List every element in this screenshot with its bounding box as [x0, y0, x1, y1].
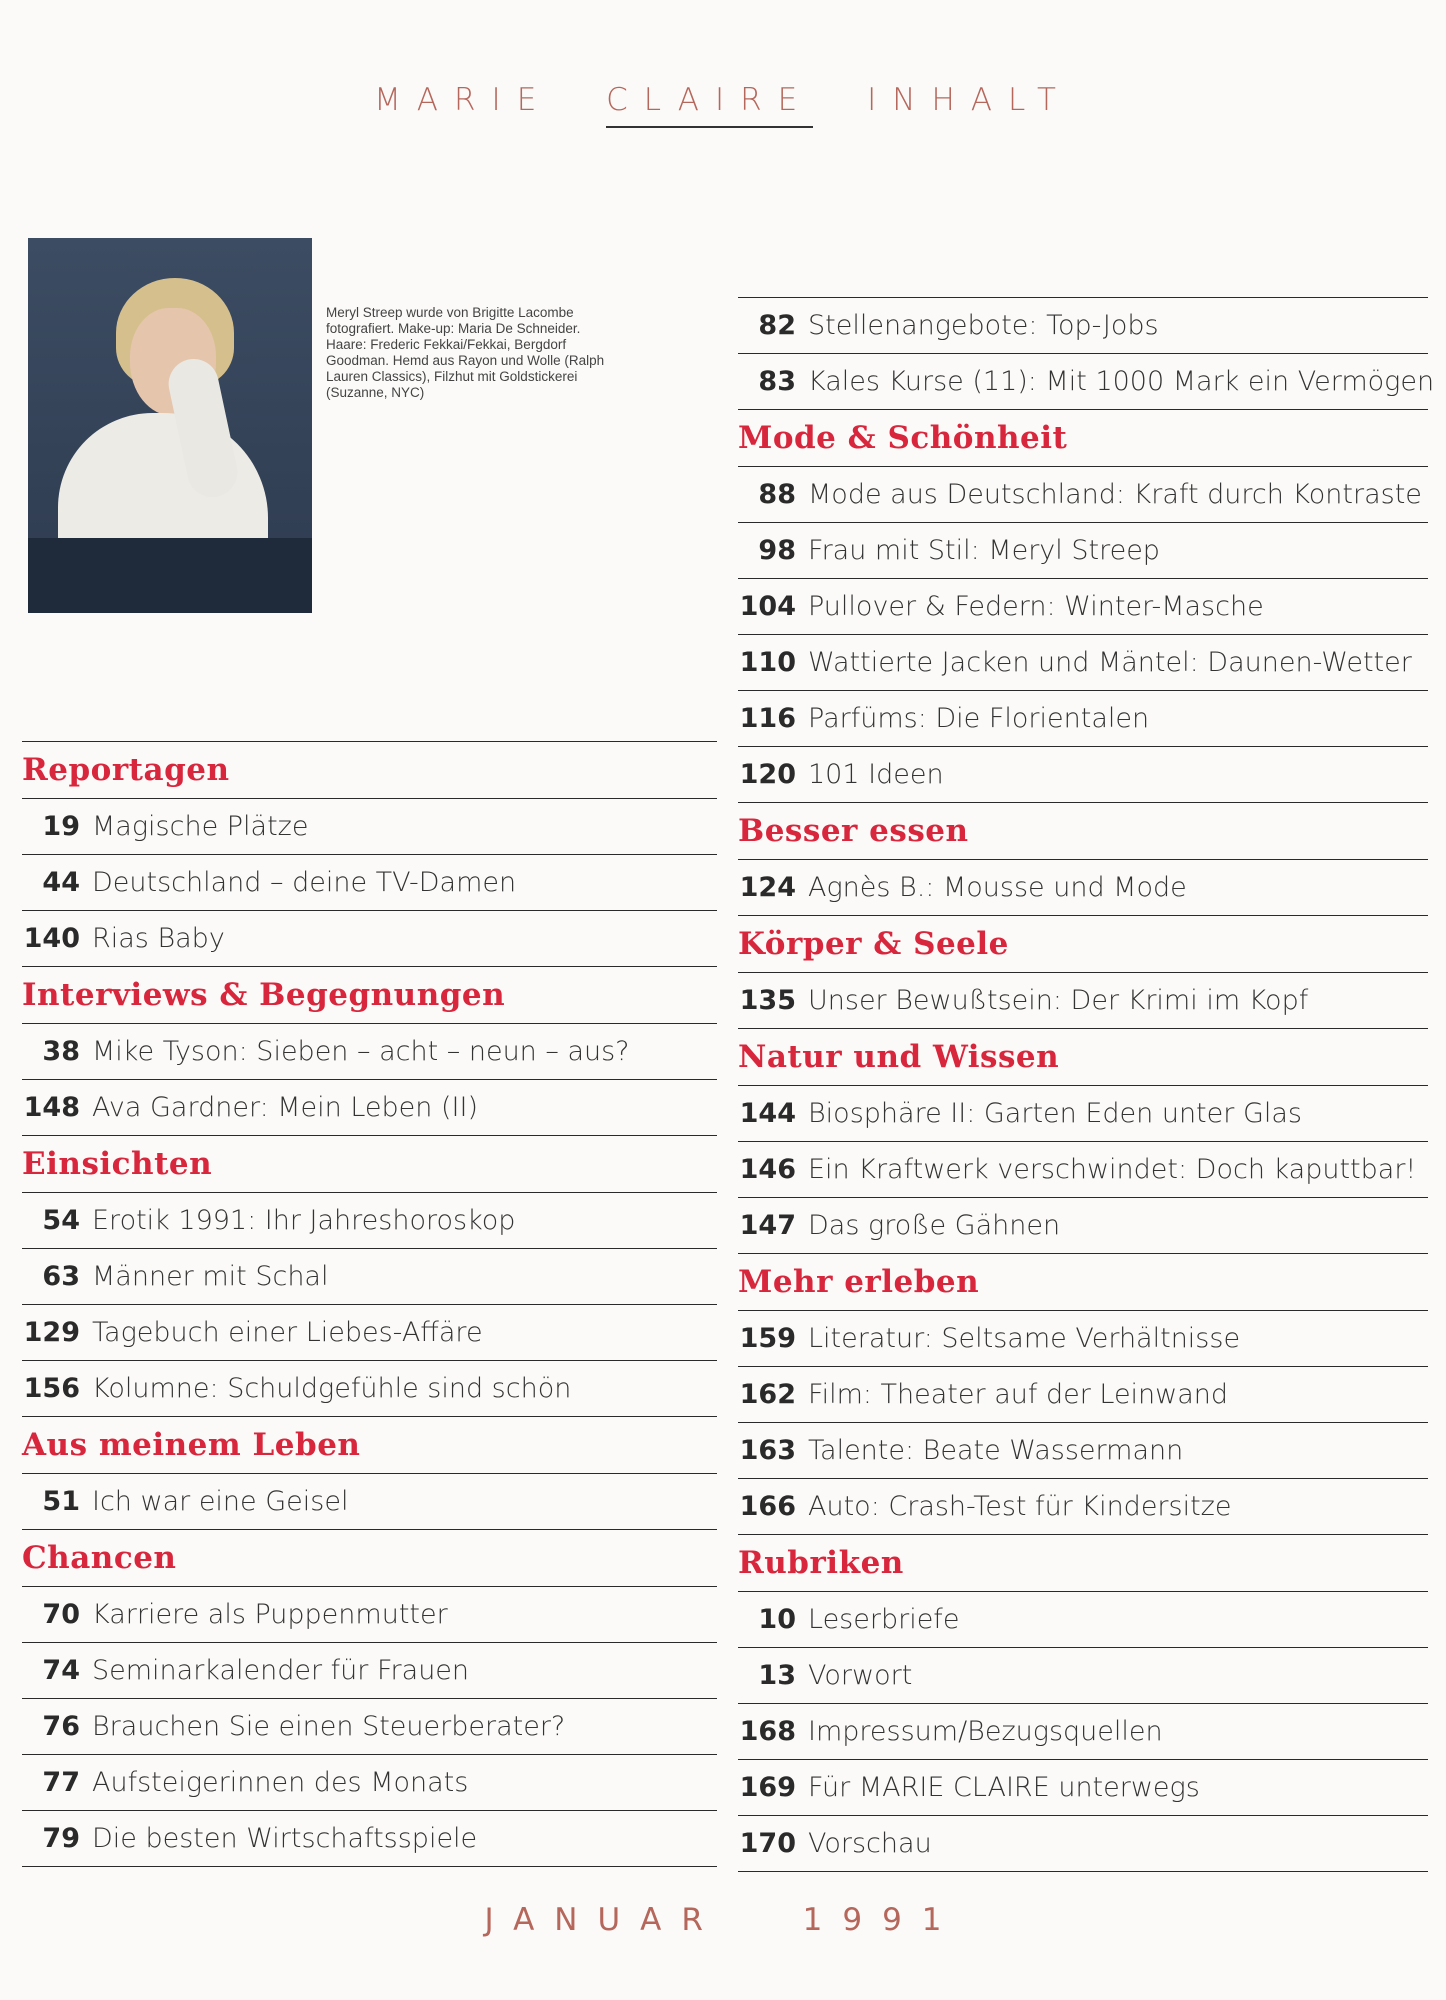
toc-entry[interactable] [738, 1479, 1428, 1535]
page-number: 77 [42, 1767, 80, 1798]
article-title: Männer mit Schal [92, 1261, 329, 1292]
article-title: Impressum/Bezugsquellen [808, 1716, 1163, 1747]
section-heading: Mehr erleben [738, 1254, 1428, 1311]
article-title: Ein Kraftwerk verschwindet: Doch kaputtbar! [808, 1154, 1417, 1185]
toc-entry[interactable] [738, 1311, 1428, 1367]
toc-entry[interactable] [22, 1193, 717, 1249]
toc-entry[interactable] [22, 1361, 717, 1417]
page-number: 159 [739, 1323, 796, 1354]
page-number: 148 [23, 1092, 80, 1123]
article-title: Auto: Crash-Test für Kindersitze [808, 1491, 1232, 1522]
page-footer [0, 1902, 1446, 1938]
toc-entry[interactable] [22, 1249, 717, 1305]
page-number: 98 [758, 535, 796, 566]
article-title: Kales Kurse (11): Mit 1000 Mark ein Vermögen [808, 366, 1435, 397]
page-number: 162 [739, 1379, 796, 1410]
toc-entry[interactable] [22, 1305, 717, 1361]
section-heading: Körper & Seele [738, 916, 1428, 973]
article-title: Brauchen Sie einen Steuerberater? [92, 1711, 566, 1742]
toc-entry[interactable] [22, 1024, 717, 1080]
article-title: Erotik 1991: Ihr Jahreshoroskop [92, 1205, 516, 1236]
page-header [0, 82, 1446, 128]
page-number: 76 [42, 1711, 80, 1742]
page-number: 140 [23, 923, 80, 954]
toc-left-column [22, 741, 717, 1867]
article-title: 101 Ideen [808, 759, 944, 790]
toc-entry[interactable] [738, 1423, 1428, 1479]
page-number: 63 [42, 1261, 80, 1292]
page-number: 83 [758, 366, 796, 397]
page-number: 170 [739, 1828, 796, 1859]
page-number: 169 [739, 1772, 796, 1803]
article-title: Frau mit Stil: Meryl Streep [808, 535, 1160, 566]
page-number: 144 [739, 1098, 796, 1129]
toc-entry[interactable] [738, 635, 1428, 691]
toc-entry[interactable] [22, 1699, 717, 1755]
article-title: Rias Baby [92, 923, 225, 954]
section-heading: Mode & Schönheit [738, 410, 1428, 467]
article-title: Die besten Wirtschaftsspiele [92, 1823, 478, 1854]
toc-entry[interactable] [738, 1367, 1428, 1423]
article-title: Stellenangebote: Top-Jobs [808, 310, 1159, 341]
header-word-claire: CLAIRE [606, 82, 813, 128]
page-number: 54 [42, 1205, 80, 1236]
article-title: Film: Theater auf der Leinwand [808, 1379, 1229, 1410]
article-title: Mode aus Deutschland: Kraft durch Kontraste [808, 479, 1422, 510]
toc-entry[interactable] [738, 467, 1428, 523]
toc-entry[interactable] [738, 1086, 1428, 1142]
page-number: 168 [739, 1716, 796, 1747]
article-title: Biosphäre II: Garten Eden unter Glas [808, 1098, 1302, 1129]
page-number: 104 [739, 591, 796, 622]
page-number: 38 [42, 1036, 80, 1067]
toc-entry[interactable] [22, 1080, 717, 1136]
toc-right-column [738, 297, 1435, 1872]
toc-entry[interactable] [738, 973, 1428, 1029]
article-title: Das große Gähnen [808, 1210, 1061, 1241]
toc-entry[interactable] [738, 579, 1428, 635]
article-title: Magische Plätze [92, 811, 309, 842]
article-title: Parfüms: Die Florientalen [808, 703, 1150, 734]
toc-entry[interactable] [738, 1704, 1428, 1760]
article-title: Vorschau [808, 1828, 932, 1859]
footer-year: 1991 [802, 1902, 962, 1938]
page-number: 124 [739, 872, 796, 903]
article-title: Kolumne: Schuldgefühle sind schön [92, 1373, 572, 1404]
section-heading: Einsichten [22, 1136, 717, 1193]
section-heading: Interviews & Begegnungen [22, 967, 717, 1024]
page-number: 147 [739, 1210, 796, 1241]
page-number: 110 [739, 647, 796, 678]
toc-entry[interactable] [738, 1816, 1428, 1872]
page-number: 88 [758, 479, 796, 510]
toc-entry[interactable] [22, 1474, 717, 1530]
page-number: 44 [42, 867, 80, 898]
page-number: 79 [42, 1823, 80, 1854]
article-title: Unser Bewußtsein: Der Krimi im Kopf [808, 985, 1309, 1016]
article-title: Tagebuch einer Liebes-Affäre [92, 1317, 483, 1348]
section-heading: Aus meinem Leben [22, 1417, 717, 1474]
toc-entry[interactable] [22, 1643, 717, 1699]
section-heading: Besser essen [738, 803, 1428, 860]
toc-entry[interactable] [738, 1198, 1428, 1254]
article-title: Ava Gardner: Mein Leben (II) [92, 1092, 478, 1123]
header-word-marie: MARIE [374, 82, 553, 118]
page-number: 156 [23, 1373, 80, 1404]
toc-entry[interactable] [738, 1142, 1428, 1198]
article-title: Vorwort [808, 1660, 913, 1691]
page-number: 163 [739, 1435, 796, 1466]
article-title: Leserbriefe [808, 1604, 960, 1635]
toc-entry[interactable] [22, 855, 717, 911]
toc-entry[interactable] [738, 523, 1428, 579]
page-number: 70 [42, 1599, 80, 1630]
toc-entry[interactable] [738, 1592, 1428, 1648]
article-title: Mike Tyson: Sieben – acht – neun – aus? [92, 1036, 630, 1067]
page-number: 74 [42, 1655, 80, 1686]
article-title: Seminarkalender für Frauen [92, 1655, 470, 1686]
toc-entry[interactable] [22, 911, 717, 967]
toc-entry[interactable] [738, 747, 1428, 803]
toc-entry[interactable] [738, 1760, 1428, 1816]
page-number: 146 [739, 1154, 796, 1185]
toc-entry[interactable] [738, 691, 1428, 747]
article-title: Pullover & Federn: Winter-Masche [808, 591, 1264, 622]
toc-entry[interactable] [738, 1648, 1428, 1704]
article-title: Aufsteigerinnen des Monats [92, 1767, 469, 1798]
toc-entry[interactable] [22, 1587, 717, 1643]
toc-entry[interactable] [22, 1811, 717, 1867]
toc-entry[interactable] [738, 860, 1428, 916]
toc-entry[interactable] [738, 354, 1435, 410]
page-number: 10 [758, 1604, 796, 1635]
article-title: Ich war eine Geisel [92, 1486, 349, 1517]
article-title: Talente: Beate Wassermann [808, 1435, 1184, 1466]
page-number: 51 [42, 1486, 80, 1517]
toc-entry[interactable] [22, 1755, 717, 1811]
article-title: Für MARIE CLAIRE unterwegs [808, 1772, 1200, 1803]
toc-entry[interactable] [22, 799, 717, 855]
article-title: Wattierte Jacken und Mäntel: Daunen-Wetter [808, 647, 1412, 678]
section-heading: Chancen [22, 1530, 717, 1587]
page-number: 120 [739, 759, 796, 790]
section-heading: Natur und Wissen [738, 1029, 1428, 1086]
page-number: 116 [739, 703, 796, 734]
article-title: Agnès B.: Mousse und Mode [808, 872, 1187, 903]
footer-month: JANUAR [484, 1902, 723, 1938]
photo-caption: Meryl Streep wurde von Brigitte Lacombe fotografiert. Make-up: Maria De Schneider. Haare: Frederic Fekkai/Fekkai, Bergdorf Goodman. Hemd aus Rayon und Wolle (Ralph Lauren Classics), Filzhut mit Goldstickerei (Suzanne, NYC) [326, 305, 605, 400]
page-number: 166 [739, 1491, 796, 1522]
header-word-inhalt: INHALT [867, 82, 1072, 118]
page-number: 129 [23, 1317, 80, 1348]
page-number: 82 [758, 310, 796, 341]
cover-photo [28, 238, 312, 613]
article-title: Literatur: Seltsame Verhältnisse [808, 1323, 1241, 1354]
page-number: 13 [758, 1660, 796, 1691]
article-title: Deutschland – deine TV-Damen [92, 867, 517, 898]
page-number: 135 [739, 985, 796, 1016]
page-number: 19 [42, 811, 80, 842]
section-heading: Rubriken [738, 1535, 1428, 1592]
toc-entry[interactable] [738, 298, 1428, 354]
article-title: Karriere als Puppenmutter [92, 1599, 448, 1630]
section-heading: Reportagen [22, 742, 717, 799]
